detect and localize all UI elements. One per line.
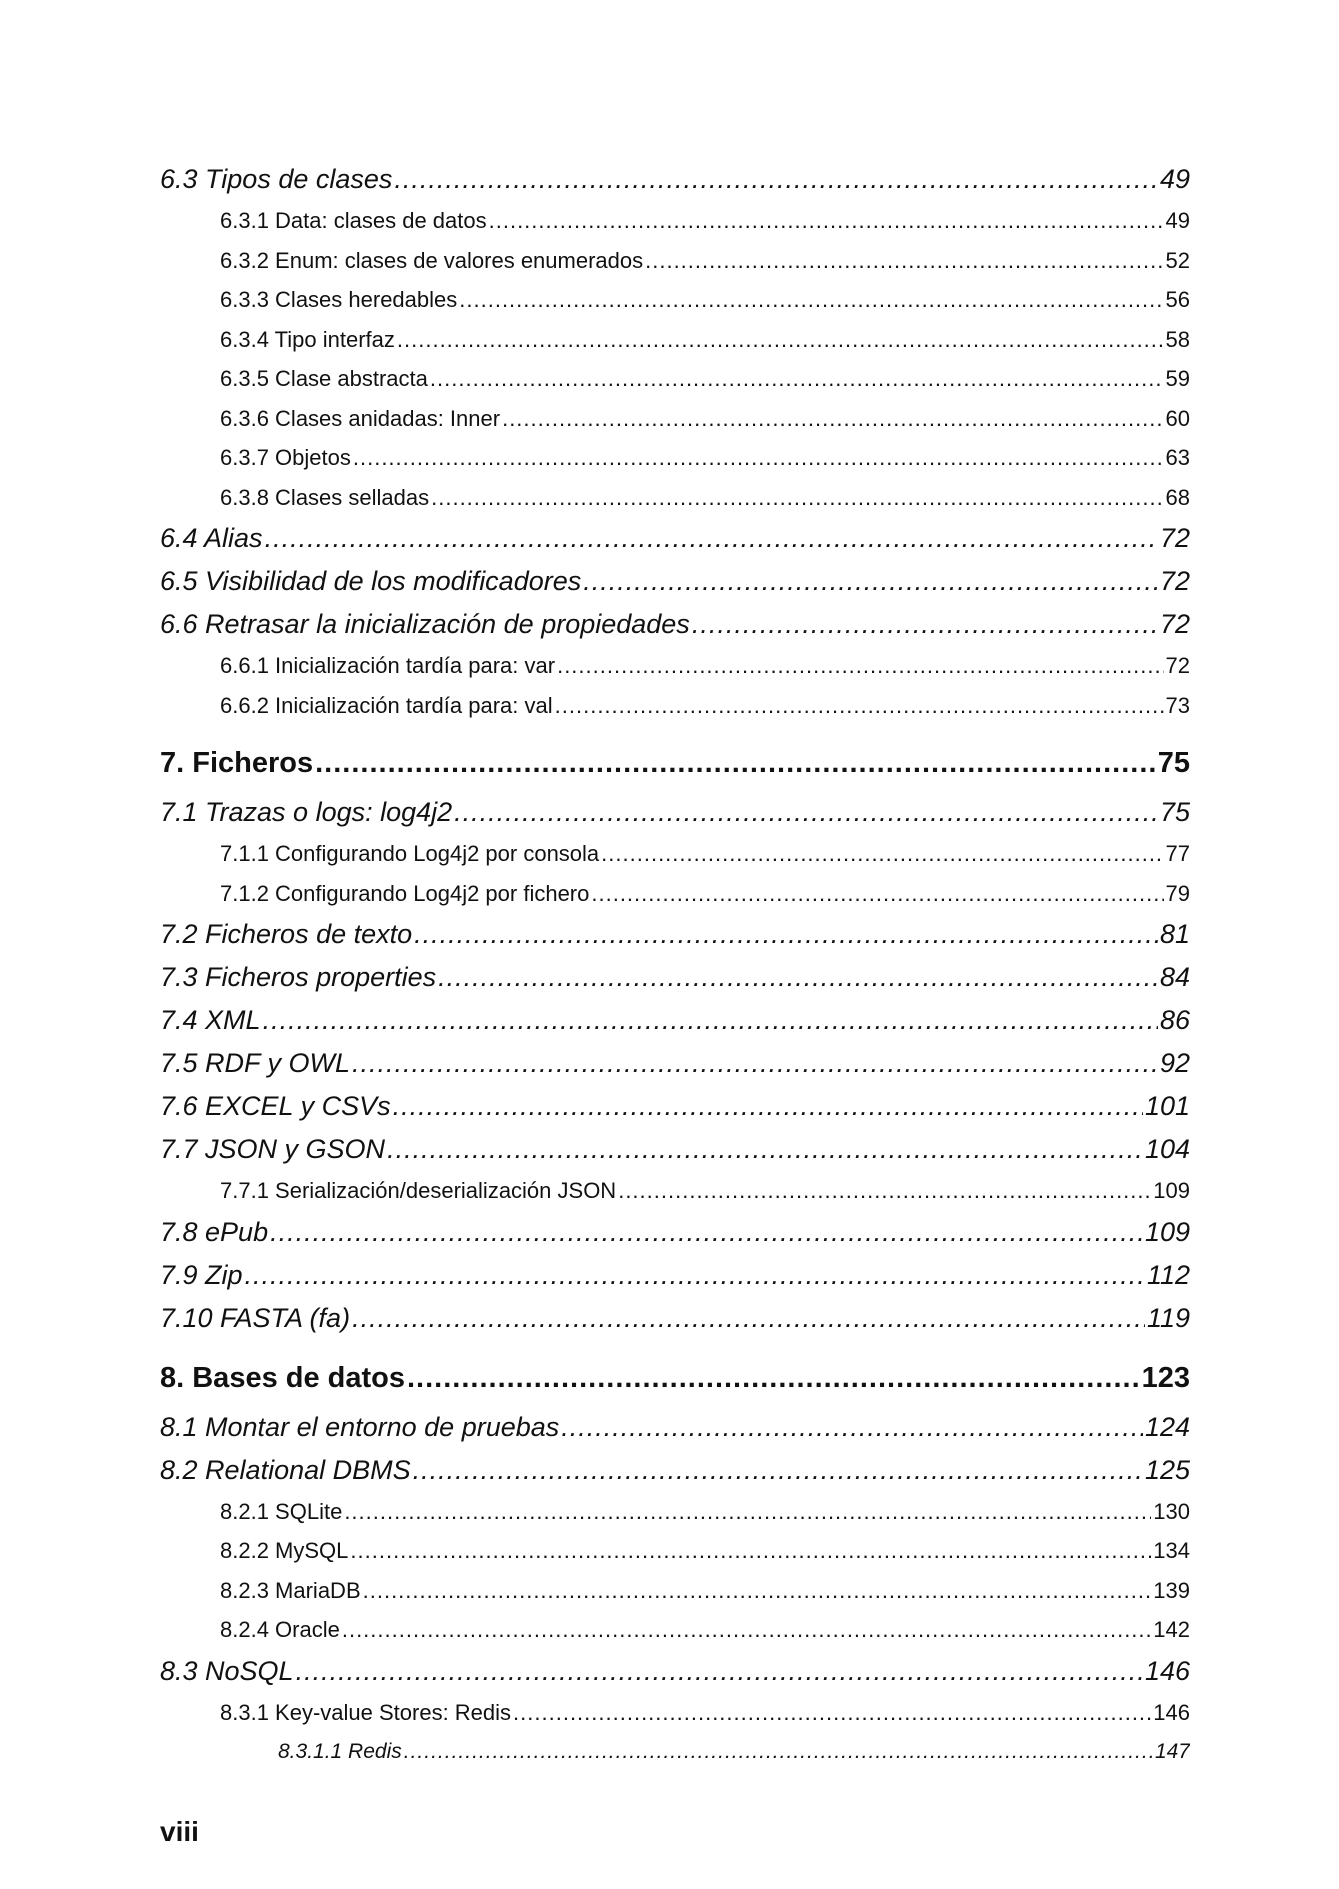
toc-entry-title: 6.6 Retrasar la inicialización de propiedades: [160, 609, 690, 639]
toc-entry-page: 59: [1165, 366, 1190, 391]
toc-entry-page: 72: [1159, 566, 1190, 596]
dot-leader: [430, 359, 1164, 399]
toc-entry-page: 56: [1165, 287, 1190, 312]
toc-entry[interactable]: [160, 1042, 1190, 1085]
toc-entry-title: 6.3.5 Clase abstracta: [220, 366, 428, 391]
toc-entry[interactable]: [160, 517, 1190, 560]
toc-entry-title: 8.3.1.1 Redis: [278, 1740, 402, 1763]
toc-entry-title: 7.9 Zip: [160, 1259, 243, 1290]
dot-leader: [583, 560, 1158, 603]
toc-entry-page: 92: [1159, 1048, 1190, 1078]
toc-entry[interactable]: [160, 834, 1190, 874]
toc-entry[interactable]: [160, 1449, 1190, 1492]
toc-entry-title: 6.3.7 Objetos: [220, 445, 351, 470]
toc-entry-page: 77: [1165, 841, 1190, 866]
toc-chapter[interactable]: [160, 735, 1190, 791]
toc-entry-title: 7.6 EXCEL y CSVs: [160, 1091, 391, 1121]
dot-leader: [645, 241, 1163, 281]
toc-entry-title: 7.7.1 Serialización/deserialización JSON: [220, 1178, 617, 1203]
toc-entry[interactable]: [160, 1492, 1190, 1532]
toc-entry-title: 6.3.2 Enum: clases de valores enumerados: [220, 247, 644, 273]
dot-leader: [561, 1406, 1143, 1449]
toc-entry-page: 146: [1144, 1655, 1190, 1686]
dot-leader: [353, 438, 1164, 478]
toc-entry-page: 73: [1165, 692, 1190, 718]
toc-entry[interactable]: [160, 1693, 1190, 1733]
toc-entry-page: 139: [1153, 1577, 1190, 1603]
dot-leader: [513, 1693, 1151, 1733]
toc-entry-page: 79: [1165, 880, 1190, 906]
table-of-contents: [160, 158, 1190, 1772]
toc-entry-title: 7.1.1 Configurando Log4j2 por consola: [220, 841, 600, 866]
toc-entry-title: 8.2.4 Oracle: [220, 1617, 340, 1642]
toc-entry-title: 7. Ficheros: [160, 747, 314, 779]
dot-leader: [502, 399, 1163, 439]
dot-leader: [350, 1531, 1151, 1571]
toc-entry-page: 147: [1154, 1740, 1190, 1763]
toc-entry-title: 6.3.4 Tipo interfaz: [220, 326, 395, 352]
toc-entry-page: 124: [1144, 1411, 1190, 1442]
toc-entry-page: 125: [1144, 1454, 1190, 1485]
toc-entry-page: 84: [1159, 962, 1190, 992]
toc-entry-title: 7.5 RDF y OWL: [160, 1048, 351, 1078]
dot-leader: [352, 1297, 1145, 1340]
toc-entry-title: 6.3.1 Data: clases de datos: [220, 208, 487, 233]
dot-leader: [270, 1211, 1143, 1254]
toc-entry-page: 52: [1165, 247, 1190, 273]
toc-entry-title: 7.4 XML: [160, 1005, 261, 1035]
toc-entry-page: 49: [1159, 164, 1190, 194]
toc-entry-page: 123: [1141, 1361, 1190, 1394]
toc-entry-title: 8.2 Relational DBMS: [160, 1454, 411, 1485]
toc-entry[interactable]: [160, 791, 1190, 834]
toc-entry-page: 119: [1146, 1302, 1190, 1333]
toc-entry[interactable]: [160, 1297, 1190, 1340]
toc-entry-title: 7.3 Ficheros properties: [160, 962, 437, 992]
toc-entry-page: 142: [1153, 1617, 1190, 1642]
dot-leader: [414, 913, 1158, 956]
toc-entry-title: 7.8 ePub: [160, 1216, 269, 1247]
toc-entry[interactable]: [160, 478, 1190, 518]
toc-entry-page: 72: [1159, 523, 1190, 553]
toc-entry-page: 75: [1159, 797, 1190, 827]
toc-entry-title: 8.2.1 SQLite: [220, 1498, 343, 1524]
toc-entry-title: 8.1 Montar el entorno de pruebas: [160, 1411, 560, 1442]
toc-entry-page: 109: [1153, 1178, 1190, 1203]
toc-entry-page: 104: [1144, 1134, 1190, 1164]
toc-entry-page: 81: [1159, 919, 1190, 949]
toc-entry[interactable]: [160, 201, 1190, 241]
toc-entry-page: 109: [1144, 1216, 1190, 1247]
dot-leader: [557, 646, 1163, 686]
dot-leader: [413, 1449, 1143, 1492]
toc-entry[interactable]: [160, 1610, 1190, 1650]
toc-entry-title: 8.2.3 MariaDB: [220, 1577, 361, 1603]
toc-entry-title: 7.1 Trazas o logs: log4j2: [160, 797, 453, 827]
toc-entry[interactable]: [160, 1406, 1190, 1449]
dot-leader: [344, 1492, 1151, 1532]
toc-entry[interactable]: [160, 1571, 1190, 1611]
toc-entry-title: 6.3.3 Clases heredables: [220, 287, 458, 312]
toc-entry-page: 130: [1153, 1498, 1190, 1524]
toc-entry-title: 7.2 Ficheros de texto: [160, 919, 413, 949]
toc-entry-title: 7.7 JSON y GSON: [160, 1134, 386, 1164]
toc-entry[interactable]: [160, 241, 1190, 281]
toc-entry-page: 75: [1157, 747, 1190, 779]
dot-leader: [397, 320, 1164, 360]
toc-entry[interactable]: [160, 1254, 1190, 1297]
dot-leader: [459, 280, 1163, 320]
dot-leader: [393, 1085, 1143, 1128]
dot-leader: [692, 603, 1158, 646]
toc-entry-title: 6.6.1 Inicialización tardía para: var: [220, 653, 556, 678]
toc-entry-page: 58: [1165, 326, 1190, 352]
dot-leader: [394, 158, 1158, 201]
toc-entry-title: 6.4 Alias: [160, 523, 263, 553]
dot-leader: [342, 1610, 1151, 1650]
dot-leader: [315, 735, 1156, 791]
toc-entry[interactable]: [160, 686, 1190, 726]
toc-entry[interactable]: [160, 1128, 1190, 1171]
toc-entry-page: 68: [1165, 484, 1190, 510]
dot-leader: [407, 1350, 1140, 1406]
dot-leader: [438, 956, 1158, 999]
toc-entry-page: 86: [1159, 1005, 1190, 1035]
toc-entry[interactable]: [160, 158, 1190, 201]
toc-entry-page: 134: [1153, 1538, 1190, 1563]
toc-entry[interactable]: [160, 1171, 1190, 1211]
toc-entry[interactable]: [160, 399, 1190, 439]
dot-leader: [489, 201, 1164, 241]
page-number: viii: [160, 1816, 199, 1847]
toc-entry-page: 72: [1165, 653, 1190, 678]
toc-entry-page: 72: [1159, 609, 1190, 639]
toc-entry[interactable]: [160, 956, 1190, 999]
toc-entry[interactable]: [160, 1732, 1190, 1772]
toc-entry[interactable]: [160, 359, 1190, 399]
dot-leader: [591, 874, 1163, 914]
toc-entry-page: 63: [1165, 445, 1190, 470]
toc-entry-title: 8.2.2 MySQL: [220, 1538, 349, 1563]
toc-entry[interactable]: [160, 560, 1190, 603]
toc-entry-page: 101: [1144, 1091, 1190, 1121]
toc-entry[interactable]: [160, 1531, 1190, 1571]
toc-entry-title: 6.3 Tipos de clases: [160, 164, 393, 194]
toc-entry[interactable]: [160, 1211, 1190, 1254]
toc-chapter[interactable]: [160, 1350, 1190, 1406]
toc-entry[interactable]: [160, 646, 1190, 686]
dot-leader: [296, 1650, 1143, 1693]
toc-entry[interactable]: [160, 1650, 1190, 1693]
toc-entry[interactable]: [160, 280, 1190, 320]
dot-leader: [263, 999, 1158, 1042]
dot-leader: [404, 1732, 1153, 1772]
toc-entry-page: 49: [1165, 208, 1190, 233]
dot-leader: [454, 791, 1158, 834]
dot-leader: [618, 1171, 1151, 1211]
toc-entry-title: 8.3.1 Key-value Stores: Redis: [220, 1699, 512, 1725]
toc-entry[interactable]: [160, 1085, 1190, 1128]
dot-leader: [352, 1042, 1158, 1085]
toc-entry-title: 7.10 FASTA (fa): [160, 1302, 351, 1333]
dot-leader: [265, 517, 1158, 560]
toc-entry-title: 6.6.2 Inicialización tardía para: val: [220, 692, 553, 718]
dot-leader: [431, 478, 1163, 518]
toc-entry[interactable]: [160, 603, 1190, 646]
toc-entry-page: 146: [1153, 1699, 1190, 1725]
toc-entry[interactable]: [160, 913, 1190, 956]
toc-entry-page: 112: [1146, 1259, 1190, 1290]
dot-leader: [387, 1128, 1143, 1171]
toc-entry[interactable]: [160, 320, 1190, 360]
dot-leader: [363, 1571, 1152, 1611]
toc-entry-page: 60: [1165, 405, 1190, 431]
toc-entry-title: 6.3.6 Clases anidadas: Inner: [220, 405, 501, 431]
dot-leader: [245, 1254, 1145, 1297]
toc-entry[interactable]: [160, 999, 1190, 1042]
toc-entry-title: 8.3 NoSQL: [160, 1655, 294, 1686]
toc-entry[interactable]: [160, 438, 1190, 478]
toc-entry-title: 6.5 Visibilidad de los modificadores: [160, 566, 582, 596]
dot-leader: [555, 686, 1164, 726]
toc-entry-title: 6.3.8 Clases selladas: [220, 484, 430, 510]
dot-leader: [601, 834, 1163, 874]
toc-entry-title: 8. Bases de datos: [160, 1361, 405, 1394]
toc-entry-title: 7.1.2 Configurando Log4j2 por fichero: [220, 880, 590, 906]
toc-entry[interactable]: [160, 874, 1190, 914]
